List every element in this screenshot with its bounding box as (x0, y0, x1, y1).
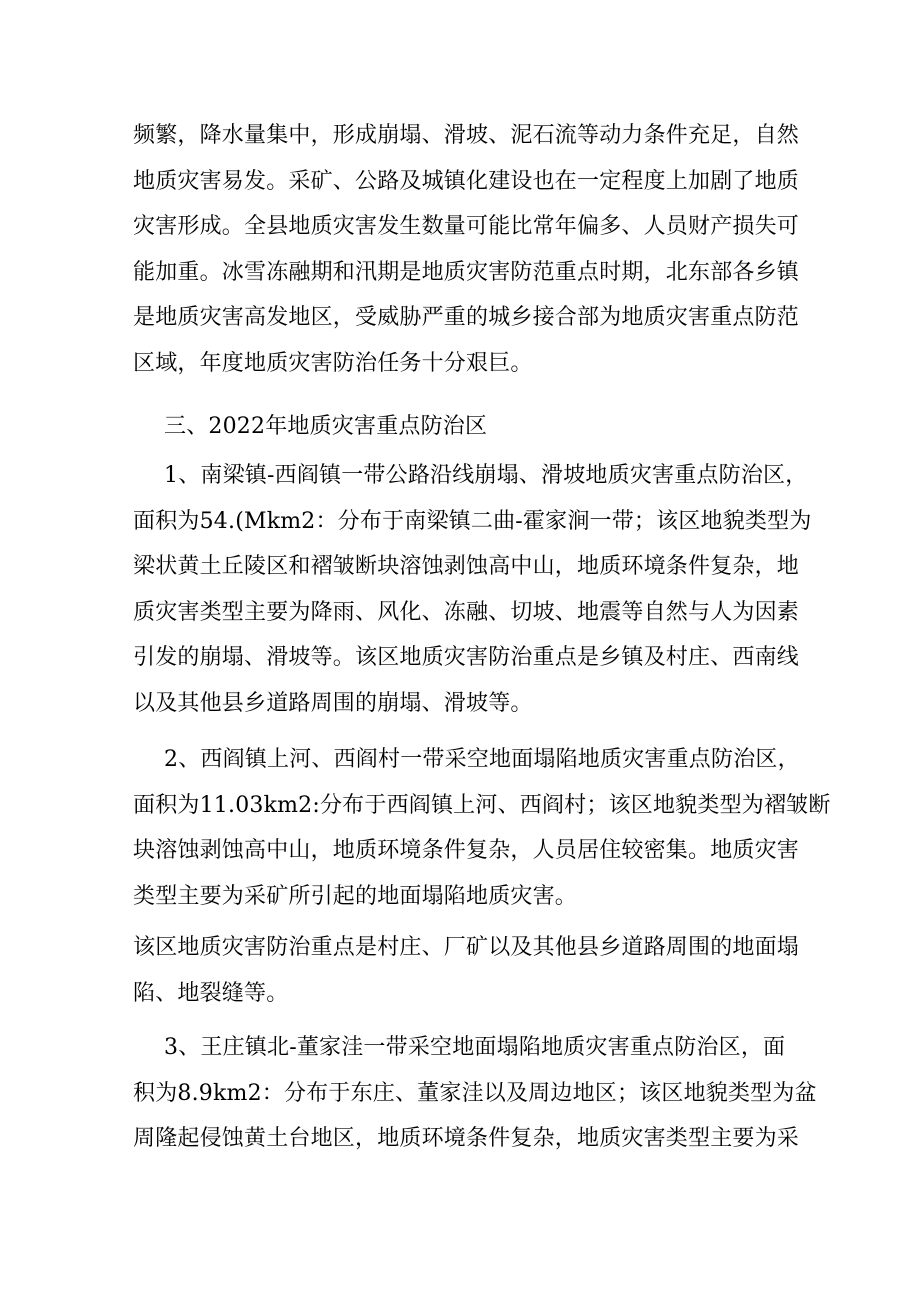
text-line: 1、南梁镇-西阎镇一带公路沿线崩塌、滑坡地质灾害重点防治区， (164, 463, 808, 488)
text-line: 引发的崩塌、滑坡等。该区地质灾害防治重点是乡镇及村庄、西南线 (133, 645, 800, 670)
section-heading (0, 404, 920, 450)
text-line: 3、王庄镇北-董家洼一带采空地面塌陷地质灾害重点防治区，面 (164, 1035, 786, 1060)
text-line: 频繁，降水量集中，形成崩塌、滑坡、泥石流等动力条件充足，自然 (133, 123, 800, 148)
text-line: 该区地质灾害防治重点是村庄、厂矿以及其他县乡道路周围的地面塌 (133, 935, 800, 960)
text-line: 能加重。冰雪冻融期和汛期是地质灾害防范重点时期，北东部各乡镇 (133, 259, 800, 285)
text-line: 面积为54.(Mkm2：分布于南梁镇二曲-霍家涧一带；该区地貌类型为 (133, 508, 812, 534)
text-line: 以及其他县乡道路周围的崩塌、滑坡等。 (133, 690, 533, 716)
text-line: 块溶蚀剥蚀高中山，地质环境条件复杂，人员居住较密集。地质灾害 (133, 838, 800, 863)
text-line: 积为8.9km2：分布于东庄、董家洼以及周边地区；该区地貌类型为盆 (133, 1080, 817, 1106)
text-line: 区域，年度地质灾害防治任务十分艰巨。 (133, 350, 533, 376)
text-line: 质灾害类型主要为降雨、风化、冻融、切坡、地震等自然与人为因素 (133, 599, 800, 625)
text-line: 灾害形成。全县地质灾害发生数量可能比常年偏多、人员财产损失可 (133, 214, 800, 239)
text-line: 是地质灾害高发地区，受威胁严重的城乡接合部为地质灾害重点防范 (133, 305, 800, 330)
paragraph-zone-2 (0, 737, 920, 919)
paragraph-zone-2-focus (0, 925, 920, 1016)
text-line: 类型主要为采矿所引起的地面塌陷地质灾害。 (133, 883, 578, 909)
text-line: 陷、地裂缝等。 (133, 980, 289, 1006)
text-line: 周隆起侵蚀黄土台地区，地质环境条件复杂，地质灾害类型主要为采 (133, 1126, 800, 1151)
heading-text: 三、2022年地质灾害重点防治区 (164, 414, 488, 439)
paragraph-zone-1 (0, 453, 920, 726)
paragraph-zone-3 (0, 1025, 920, 1162)
text-line: 2、西阎镇上河、西阎村一带采空地面塌陷地质灾害重点防治区， (164, 747, 800, 772)
text-line: 地质灾害易发。采矿、公路及城镇化建设也在一定程度上加剧了地质 (133, 168, 800, 194)
text-line: 面积为11.03km2:分布于西阎镇上河、西阎村；该区地貌类型为褶皱断 (133, 792, 831, 818)
paragraph-hazard-outlook (0, 113, 920, 386)
text-line: 梁状黄土丘陵区和褶皱断块溶蚀剥蚀高中山，地质环境条件复杂，地 (133, 554, 800, 579)
